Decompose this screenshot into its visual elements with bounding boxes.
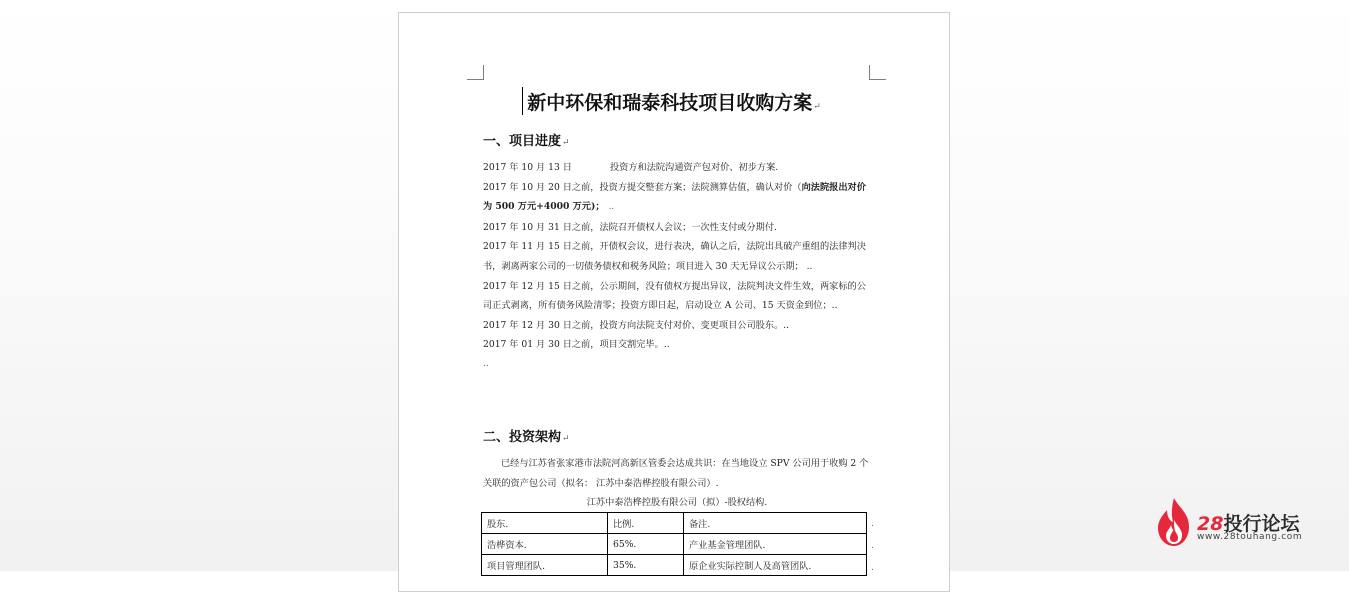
empty-paragraph-mark: ..	[483, 358, 489, 369]
schedule-line: 2017 年 11 月 15 日之前，开债权会议，进行表决，确认之后，法院出具破产重组的法律判决书，剥离两家公司的一切债务债权和税务风险；项目进入 30 天无异议公示期； ..	[483, 241, 866, 272]
paragraph-mark: ↵	[813, 102, 821, 112]
section2-heading[interactable]: 二、投资架构↵	[483, 430, 570, 445]
shareholding-table[interactable]	[481, 512, 867, 576]
table-cell: 35%.	[608, 555, 684, 576]
table-header-cell: 比例.	[608, 513, 684, 534]
schedule-line: 2017 年 10 月 31 日之前，法院召开债权人会议；一次性支付或分期付.	[483, 221, 777, 233]
table-row	[482, 555, 867, 576]
row-end-mark: .	[871, 563, 874, 573]
table-cell: 产业基金管理团队.	[684, 534, 867, 555]
table-cell: 原企业实际控制人及高管团队.	[684, 555, 867, 576]
logo-name: 投行论坛	[1223, 513, 1300, 535]
margin-corner-top-left	[467, 65, 484, 80]
section2-intro[interactable]	[483, 454, 871, 513]
schedule-line: 2017 年 01 月 30 日之前，项目交割完毕。..	[483, 339, 670, 351]
margin-corner-top-right	[869, 65, 886, 80]
logo-url: www.28touhang.com	[1197, 532, 1303, 542]
row-end-mark: .	[871, 519, 874, 529]
table-row	[482, 534, 867, 555]
row-end-mark: .	[871, 541, 874, 551]
section1-heading[interactable]: 一、项目进度↵	[483, 134, 570, 149]
table-cell: 浩桦资本.	[482, 534, 608, 555]
schedule-list[interactable]	[483, 158, 871, 375]
schedule-line: 2017 年 12 月 30 日之前，投资方向法院支付对价、变更项目公司股东。..	[483, 319, 790, 331]
table-header-cell: 备注.	[684, 513, 867, 534]
flame-icon	[1155, 496, 1193, 548]
document-page[interactable]	[398, 12, 950, 592]
table-caption: 江苏中泰浩桦控股有限公司（拟）-股权结构.	[586, 497, 768, 509]
schedule-line: 2017 年 12 月 15 日之前，公示期间，没有债权方提出异议，法院判决文件生效，两家标的公司正式剥离，所有债务风险清零；投资方即日起，启动设立 A 公司、15 天资金到位；..	[483, 280, 866, 312]
intro-paragraph: 已经与江苏省张家港市法院河高新区管委会达成共识：在当地设立 SPV 公司用于收购 2 个关联的资产包公司（拟名： 江苏中泰浩桦控股有限公司）.	[483, 458, 869, 489]
schedule-line: 2017 年 10 月 20 日之前，投资方提交整套方案；法院测算估值，确认对价（向法院报出对价为 500 万元+4000 万元)； ..	[483, 181, 866, 213]
table-cell: 项目管理团队.	[482, 555, 608, 576]
document-title[interactable]	[399, 88, 949, 115]
document-title-text: 新中环保和瑞泰科技项目收购方案	[527, 92, 813, 114]
table-header-row	[482, 513, 867, 534]
logo-number: 28	[1197, 513, 1224, 535]
table-cell: 65%.	[608, 534, 684, 555]
table-header-cell: 股东.	[482, 513, 608, 534]
schedule-line: 2017 年 10 月 13 日 投资方和法院沟通资产包对价、初步方案.	[483, 162, 779, 173]
watermark-logo	[1155, 496, 1335, 548]
